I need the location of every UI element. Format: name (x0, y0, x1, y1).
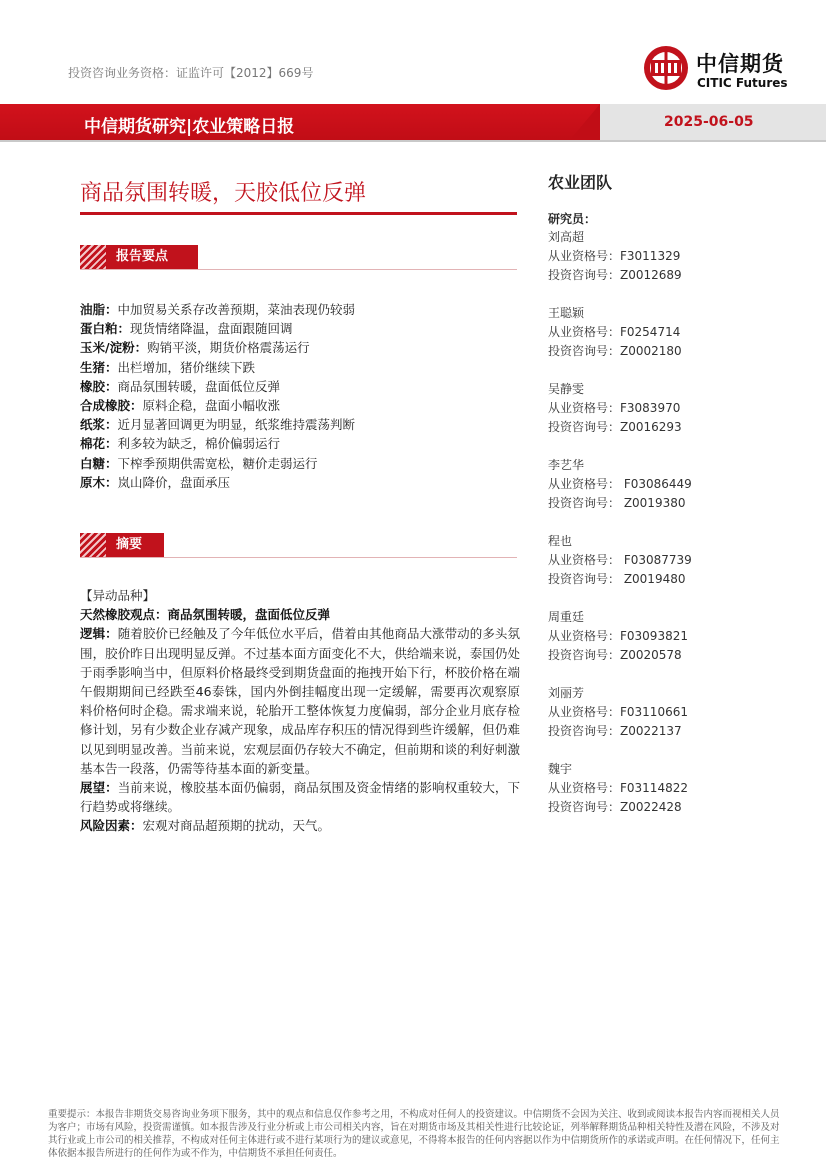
list-item: 橡胶：商品氛围转暖，盘面低位反弹 (80, 378, 281, 394)
team-title: 农业团队 (548, 173, 613, 192)
header-divider (0, 140, 826, 142)
list-item: 原木：岚山降价，盘面承压 (80, 474, 231, 490)
researcher-list (548, 228, 808, 836)
researcher-card: 吴静雯 从业资格号：F3083970 投资咨询号：Z0016293 (548, 382, 682, 434)
list-item: 合成橡胶：原料企稳，盘面小幅收涨 (80, 398, 281, 414)
disclaimer-text: 重要提示：本报告非期货交易咨询业务项下服务，其中的观点和信息仅作参考之用，不构成对任何人的投资建议。中信期货不会因为关注、收到或阅读本报告内容而视相关人员为客户；市场有风险，投资需谨慎。如本报告涉及行业分析或上市公司相关内容，旨在对期货市场及其相关性进行比较论证，列举解释期货品种相关特性及潜在风险，不涉及对其行业或上市公司的相关推荐，不构成对任何主体进行或不进行某项行为的建议或意见，不得将本报告的任何内容据以作为中信期货所作的承诺或声明。在任何情况下，任何主体依据本报告所进行的任何作为或不作为，中信期货不承担任何责任。 (48, 1109, 780, 1159)
summary-outlook: 展望：当前来说，橡胶基本面仍偏弱，商品氛围及资金情绪的影响权重较大，下行趋势或将继续。 (80, 780, 520, 815)
report-series-title: 中信期货研究|农业策略日报 (84, 117, 295, 137)
license-text: 投资咨询业务资格：证监许可【2012】669号 (68, 66, 314, 80)
list-item: 蛋白粕：现货情绪降温，盘面跟随回调 (80, 321, 293, 337)
summary-risk: 风险因素：宏观对商品超预期的扰动，天气。 (80, 818, 331, 834)
list-item: 油脂：中加贸易关系存改善预期，菜油表现仍较弱 (80, 302, 356, 317)
section-key-points (80, 245, 198, 269)
logo-english-name: CITIC Futures (697, 76, 788, 90)
title-underline (80, 212, 517, 215)
company-logo (642, 44, 808, 96)
page-title: 商品氛围转暖，天胶低位反弹 (80, 181, 367, 206)
report-header-bar (0, 104, 826, 140)
report-date: 2025-06-05 (664, 114, 754, 130)
list-item: 生猪：出栏增加，猪价继续下跌 (80, 359, 256, 375)
list-item: 白糖：下榨季预期供需宽松，糖价走弱运行 (80, 455, 318, 471)
researcher-card: 周重廷 从业资格号：F03093821 投资咨询号：Z0020578 (548, 610, 688, 662)
summary-tag: 【异动品种】 (80, 588, 156, 603)
researcher-card: 程也 从业资格号： F03087739 投资咨询号： Z0019480 (548, 534, 692, 586)
list-item: 玉米/淀粉：购销平淡，期货价格震荡运行 (80, 340, 310, 356)
summary-body (80, 586, 520, 836)
section-divider (80, 557, 517, 558)
researchers-heading: 研究员： (548, 212, 597, 226)
researcher-card: 刘高超 从业资格号：F3011329 投资咨询号：Z0012689 (548, 230, 682, 282)
section-summary-label: 摘要 (116, 537, 143, 552)
researcher-card: 魏宇 从业资格号：F03114822 投资咨询号：Z0022428 (548, 762, 688, 814)
citic-emblem-icon (642, 44, 690, 92)
section-divider (80, 269, 517, 270)
researcher-card: 王聪颖 从业资格号：F0254714 投资咨询号：Z0002180 (548, 306, 682, 358)
key-points-list (80, 300, 520, 492)
list-item: 棉花：利多较为缺乏，棉价偏弱运行 (80, 436, 281, 452)
summary-logic: 逻辑：随着胶价已经触及了今年低位水平后，借着由其他商品大涨带动的多头氛围，胶价昨日出现明显反弹。不过基本面方面变化不大，供给端来说，泰国仍处于雨季影响当中，但原料价格最终受到期货盘面的拖拽开始下行，杯胶价格在端午假期期间已经跌至46泰铢，国内外倒挂幅度出现一定缓解，需要再次观察原料价格何时企稳。需求端来说，轮胎开工整体恢复力度偏弱，部分企业月底存检修计划，另有少数企业存减产现象，成品库存积压的情况得到些许缓解，但仍难以见到明显改善。当前来说，宏观层面仍存较大不确定，但前期和谈的利好刺激基本告一段落，仍需等待基本面的新变量。 (80, 626, 520, 776)
list-item: 纸浆：近月显著回调更为明显，纸浆维持震荡判断 (80, 417, 356, 433)
researcher-card: 李艺华 从业资格号： F03086449 投资咨询号： Z0019380 (548, 458, 692, 510)
summary-headline: 天然橡胶观点：商品氛围转暖，盘面低位反弹 (80, 607, 331, 623)
logo-chinese-name: 中信期货 (696, 52, 784, 76)
section-summary (80, 533, 164, 557)
researcher-card: 刘丽芳 从业资格号：F03110661 投资咨询号：Z0022137 (548, 686, 688, 738)
section-key-points-label: 报告要点 (116, 249, 169, 264)
